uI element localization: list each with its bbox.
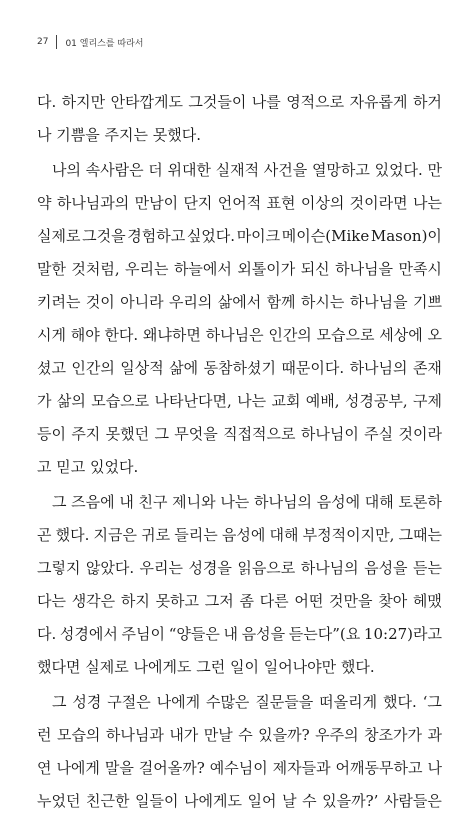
- text-line: 그 즈음에 내 친구 제니와 나는 하나님의 음성에 대해 토론하: [52, 493, 442, 511]
- text-line: 실제로 그것을 경험하고 싶었다. 마이크 메이슨(Mike Mason)이: [37, 227, 442, 245]
- text-line: 그렇지 않았다. 우리는 성경을 읽음으로 하나님의 음성을 듣는: [37, 559, 442, 577]
- body-text: [37, 86, 442, 818]
- paragraph: [37, 154, 442, 484]
- text-line: 했다면 실제로 나에게도 그런 일이 일어나야만 했다.: [37, 658, 375, 676]
- text-line: 다. 성경에서 주님이 “양들은 내 음성을 듣는다”(요 10:27)라고: [37, 625, 442, 643]
- text-line: 등이 주지 못했던 그 무엇을 직접적으로 하나님이 주실 것이라: [37, 425, 442, 443]
- header-divider: [56, 35, 57, 49]
- text-line: 키려는 것이 아니라 우리의 삶에서 함께 하시는 하나님을 기쁘: [37, 293, 442, 311]
- page-number: 27: [37, 37, 49, 47]
- text-line: 다는 생각은 하지 못하고 그저 좀 다른 어떤 것만을 찾아 헤맸: [37, 592, 442, 610]
- text-line: 나의 속사람은 더 위대한 실재적 사건을 열망하고 있었다. 만: [52, 161, 442, 179]
- text-line: 다. 하지만 안타깝게도 그것들이 나를 영적으로 자유롭게 하거: [37, 93, 442, 111]
- paragraph: [37, 86, 442, 152]
- text-line: 곤 했다. 지금은 귀로 들리는 음성에 대해 부정적이지만, 그때는: [37, 526, 442, 544]
- paragraph: [37, 486, 442, 684]
- running-header: [37, 35, 144, 49]
- chapter-title: 01 엘리스를 따라서: [65, 38, 144, 49]
- text-line: 런 모습의 하나님과 내가 만날 수 있을까? 우주의 창조가가 과: [37, 726, 442, 744]
- text-line: 고 믿고 있었다.: [37, 458, 139, 476]
- paragraph: [37, 686, 442, 818]
- text-line: 나 기쁨을 주지는 못했다.: [37, 126, 201, 144]
- text-line: 가 삶의 모습으로 나타난다면, 나는 교회 예배, 성경공부, 구제: [37, 392, 442, 410]
- text-line: 약 하나님과의 만남이 단지 언어적 표현 이상의 것이라면 나는: [37, 194, 442, 212]
- text-line: 그 성경 구절은 나에게 수많은 질문들을 떠올리게 했다. ‘그: [52, 693, 442, 711]
- text-line: 셨고 인간의 일상적 삶에 동참하셨기 때문이다. 하나님의 존재: [37, 359, 442, 377]
- text-line: 연 나에게 말을 걸어올까? 예수님이 제자들과 어깨동무하고 나: [37, 759, 442, 777]
- text-line: 말한 것처럼, 우리는 하늘에서 외톨이가 되신 하나님을 만족시: [37, 260, 442, 278]
- text-line: 누었던 친근한 일들이 나에게도 일어 날 수 있을까?’ 사람들은: [37, 792, 442, 810]
- text-line: 시게 해야 한다. 왜냐하면 하나님은 인간의 모습으로 세상에 오: [37, 326, 442, 344]
